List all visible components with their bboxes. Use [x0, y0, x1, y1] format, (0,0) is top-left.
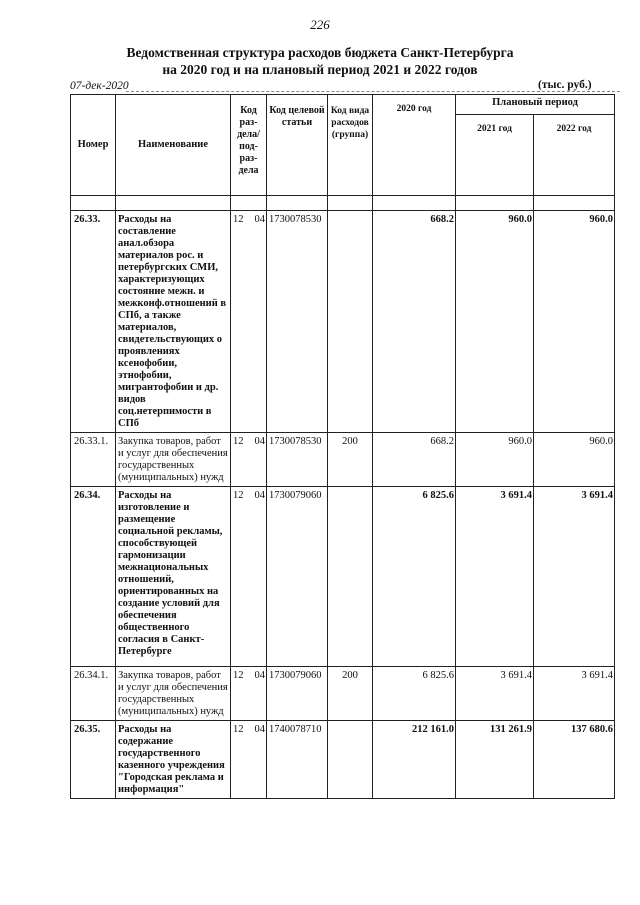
row-razdel: 12 — [231, 211, 249, 433]
row-csr: 1730078530 — [267, 211, 328, 433]
row-podrazdel: 04 — [249, 667, 267, 721]
title-line-1: Ведомственная структура расходов бюджета Санкт-Петербурга — [126, 45, 514, 60]
budget-table — [70, 94, 615, 799]
row-2020: 212 161.0 — [373, 721, 456, 799]
row-number: 26.34.1. — [71, 667, 116, 721]
row-2020: 6 825.6 — [373, 487, 456, 667]
header-dashed-line — [126, 91, 620, 92]
row-2021: 960.0 — [456, 211, 534, 433]
row-number: 26.33. — [71, 211, 116, 433]
row-2022: 3 691.4 — [534, 487, 615, 667]
header-plan-period: Плановый период — [456, 95, 615, 115]
table-row — [71, 487, 615, 667]
row-2022: 137 680.6 — [534, 721, 615, 799]
row-2020: 668.2 — [373, 211, 456, 433]
row-number: 26.34. — [71, 487, 116, 667]
row-vr — [328, 721, 373, 799]
header-2020: 2020 год — [373, 95, 456, 196]
row-2021: 960.0 — [456, 433, 534, 487]
row-name: Закупка товаров, работ и услуг для обеспечения государственных (муниципальных) нужд — [116, 433, 231, 487]
row-2021: 3 691.4 — [456, 487, 534, 667]
row-csr: 1740078710 — [267, 721, 328, 799]
table-row — [71, 721, 615, 799]
row-number: 26.33.1. — [71, 433, 116, 487]
row-2020: 668.2 — [373, 433, 456, 487]
row-name: Закупка товаров, работ и услуг для обеспечения государственных (муниципальных) нужд — [116, 667, 231, 721]
row-2022: 3 691.4 — [534, 667, 615, 721]
spacer-cell — [456, 196, 534, 211]
row-name: Расходы на изготовление и размещение социальной рекламы, способствующей гармонизации межнациональных отношений, ориентированных на создание условий для обеспечения общественного согласия в Санкт-Петербурге — [116, 487, 231, 667]
row-razdel: 12 — [231, 667, 249, 721]
spacer-cell — [71, 196, 116, 211]
row-csr: 1730078530 — [267, 433, 328, 487]
header-csr: Код целевой статьи — [267, 95, 328, 196]
row-vr: 200 — [328, 433, 373, 487]
units-label: (тыс. руб.) — [538, 79, 592, 91]
row-csr: 1730079060 — [267, 667, 328, 721]
row-razdel: 12 — [231, 433, 249, 487]
spacer-cell — [231, 196, 267, 211]
page-number: 226 — [310, 17, 330, 32]
row-vr — [328, 487, 373, 667]
row-vr — [328, 211, 373, 433]
spacer-cell — [328, 196, 373, 211]
row-razdel: 12 — [231, 487, 249, 667]
row-name: Расходы на содержание государственного казенного учреждения "Городская реклама и информация" — [116, 721, 231, 799]
row-csr: 1730079060 — [267, 487, 328, 667]
row-razdel: 12 — [231, 721, 249, 799]
header-number: Номер — [71, 95, 116, 196]
header-vr: Код вида расходов (группа) — [328, 95, 373, 196]
table-row — [71, 667, 615, 721]
row-2021: 131 261.9 — [456, 721, 534, 799]
row-2021: 3 691.4 — [456, 667, 534, 721]
spacer-cell — [534, 196, 615, 211]
title-line-2: на 2020 год и на плановый период 2021 и 2022 годов — [162, 62, 478, 77]
row-podrazdel: 04 — [249, 433, 267, 487]
spacer-cell — [267, 196, 328, 211]
row-name: Расходы на составление анал.обзора материалов рос. и петербургских СМИ, характеризующих состояние межн. и межконф.отношений в СПб, а также материалов, свидетельствующих о проявлениях ксенофобии, этнофобии, мигрантофобии и др. видов соц.нетерпимости в СПб — [116, 211, 231, 433]
header-razdel: Код раз- дела/ под- раз- дела — [231, 95, 267, 196]
table-row — [71, 433, 615, 487]
document-title — [0, 44, 640, 78]
row-vr: 200 — [328, 667, 373, 721]
document-date: 07-дек-2020 — [70, 80, 129, 92]
row-2020: 6 825.6 — [373, 667, 456, 721]
row-2022: 960.0 — [534, 211, 615, 433]
table-row — [71, 211, 615, 433]
header-name: Наименование — [116, 95, 231, 196]
header-2021: 2021 год — [456, 115, 534, 196]
row-podrazdel: 04 — [249, 487, 267, 667]
row-number: 26.35. — [71, 721, 116, 799]
row-2022: 960.0 — [534, 433, 615, 487]
row-podrazdel: 04 — [249, 721, 267, 799]
row-podrazdel: 04 — [249, 211, 267, 433]
header-2022: 2022 год — [534, 115, 615, 196]
spacer-cell — [373, 196, 456, 211]
spacer-cell — [116, 196, 231, 211]
